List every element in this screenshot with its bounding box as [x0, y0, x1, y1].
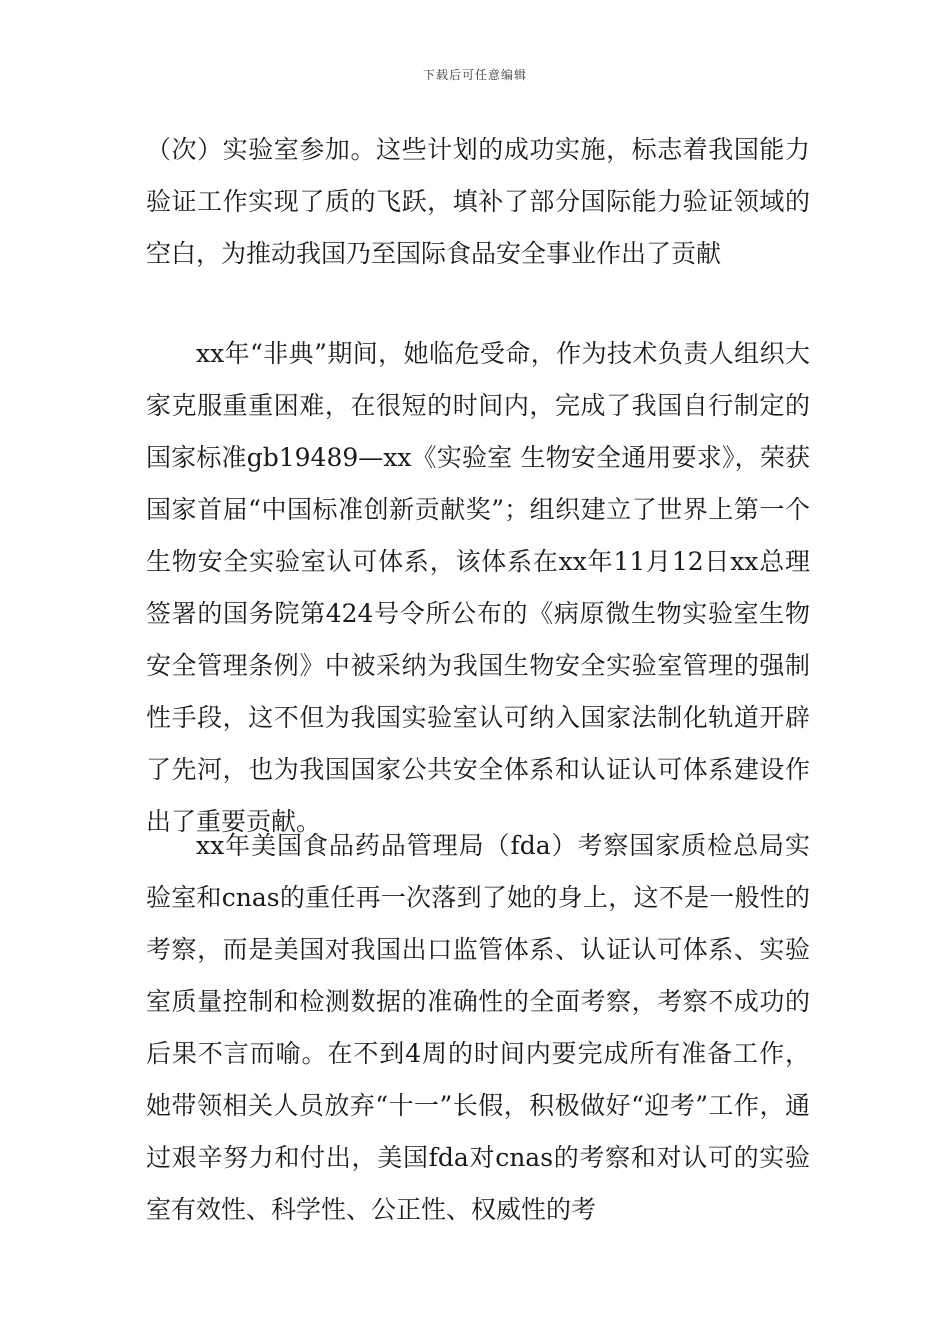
paragraph-text: xx年“非典”期间，她临危受命，作为技术负责人组织大家克服重重困难，在很短的时间内，完成了我国自行制定的国家标准gb19489—xx《实验室 生物安全通用要求》，荣获国家首届“中国标准创新贡献奖”；组织建立了世界上第一个生物安全实验室认可体系，该体系在xx年11月12日xx总理签署的国务院第424号令所公布的《病原微生物实验室生物安全管理条例》中被采纳为我国生物安全实验室管理的强制性手段，这不但为我国实验室认可纳入国家法制化轨道开辟了先河，也为我国国家公共安全体系和认证认可体系建设作出了重要贡献。	[146, 339, 810, 836]
paragraph-text: xx年美国食品药品管理局（fda）考察国家质检总局实验室和cnas的重任再一次落到了她的身上，这不是一般性的考察，而是美国对我国出口监管体系、认证认可体系、实验室质量控制和检测数据的准确性的全面考察，考察不成功的后果不言而喻。在不到4周的时间内要完成所有准备工作，她带领相关人员放弃“十一”长假，积极做好“迎考”工作，通过艰辛努力和付出，美国fda对cnas的考察和对认可的实验室有效性、科学性、公正性、权威性的考	[146, 831, 810, 1224]
paragraph-fda	[146, 820, 810, 1236]
paragraph-sars	[146, 328, 810, 848]
paragraph-text: （次）实验室参加。这些计划的成功实施，标志着我国能力验证工作实现了质的飞跃，填补了部分国际能力验证领域的空白，为推动我国乃至国际食品安全事业作出了贡献	[146, 135, 810, 268]
page-header: 下载后可任意编辑	[422, 68, 527, 82]
paragraph-continuation	[146, 124, 810, 280]
